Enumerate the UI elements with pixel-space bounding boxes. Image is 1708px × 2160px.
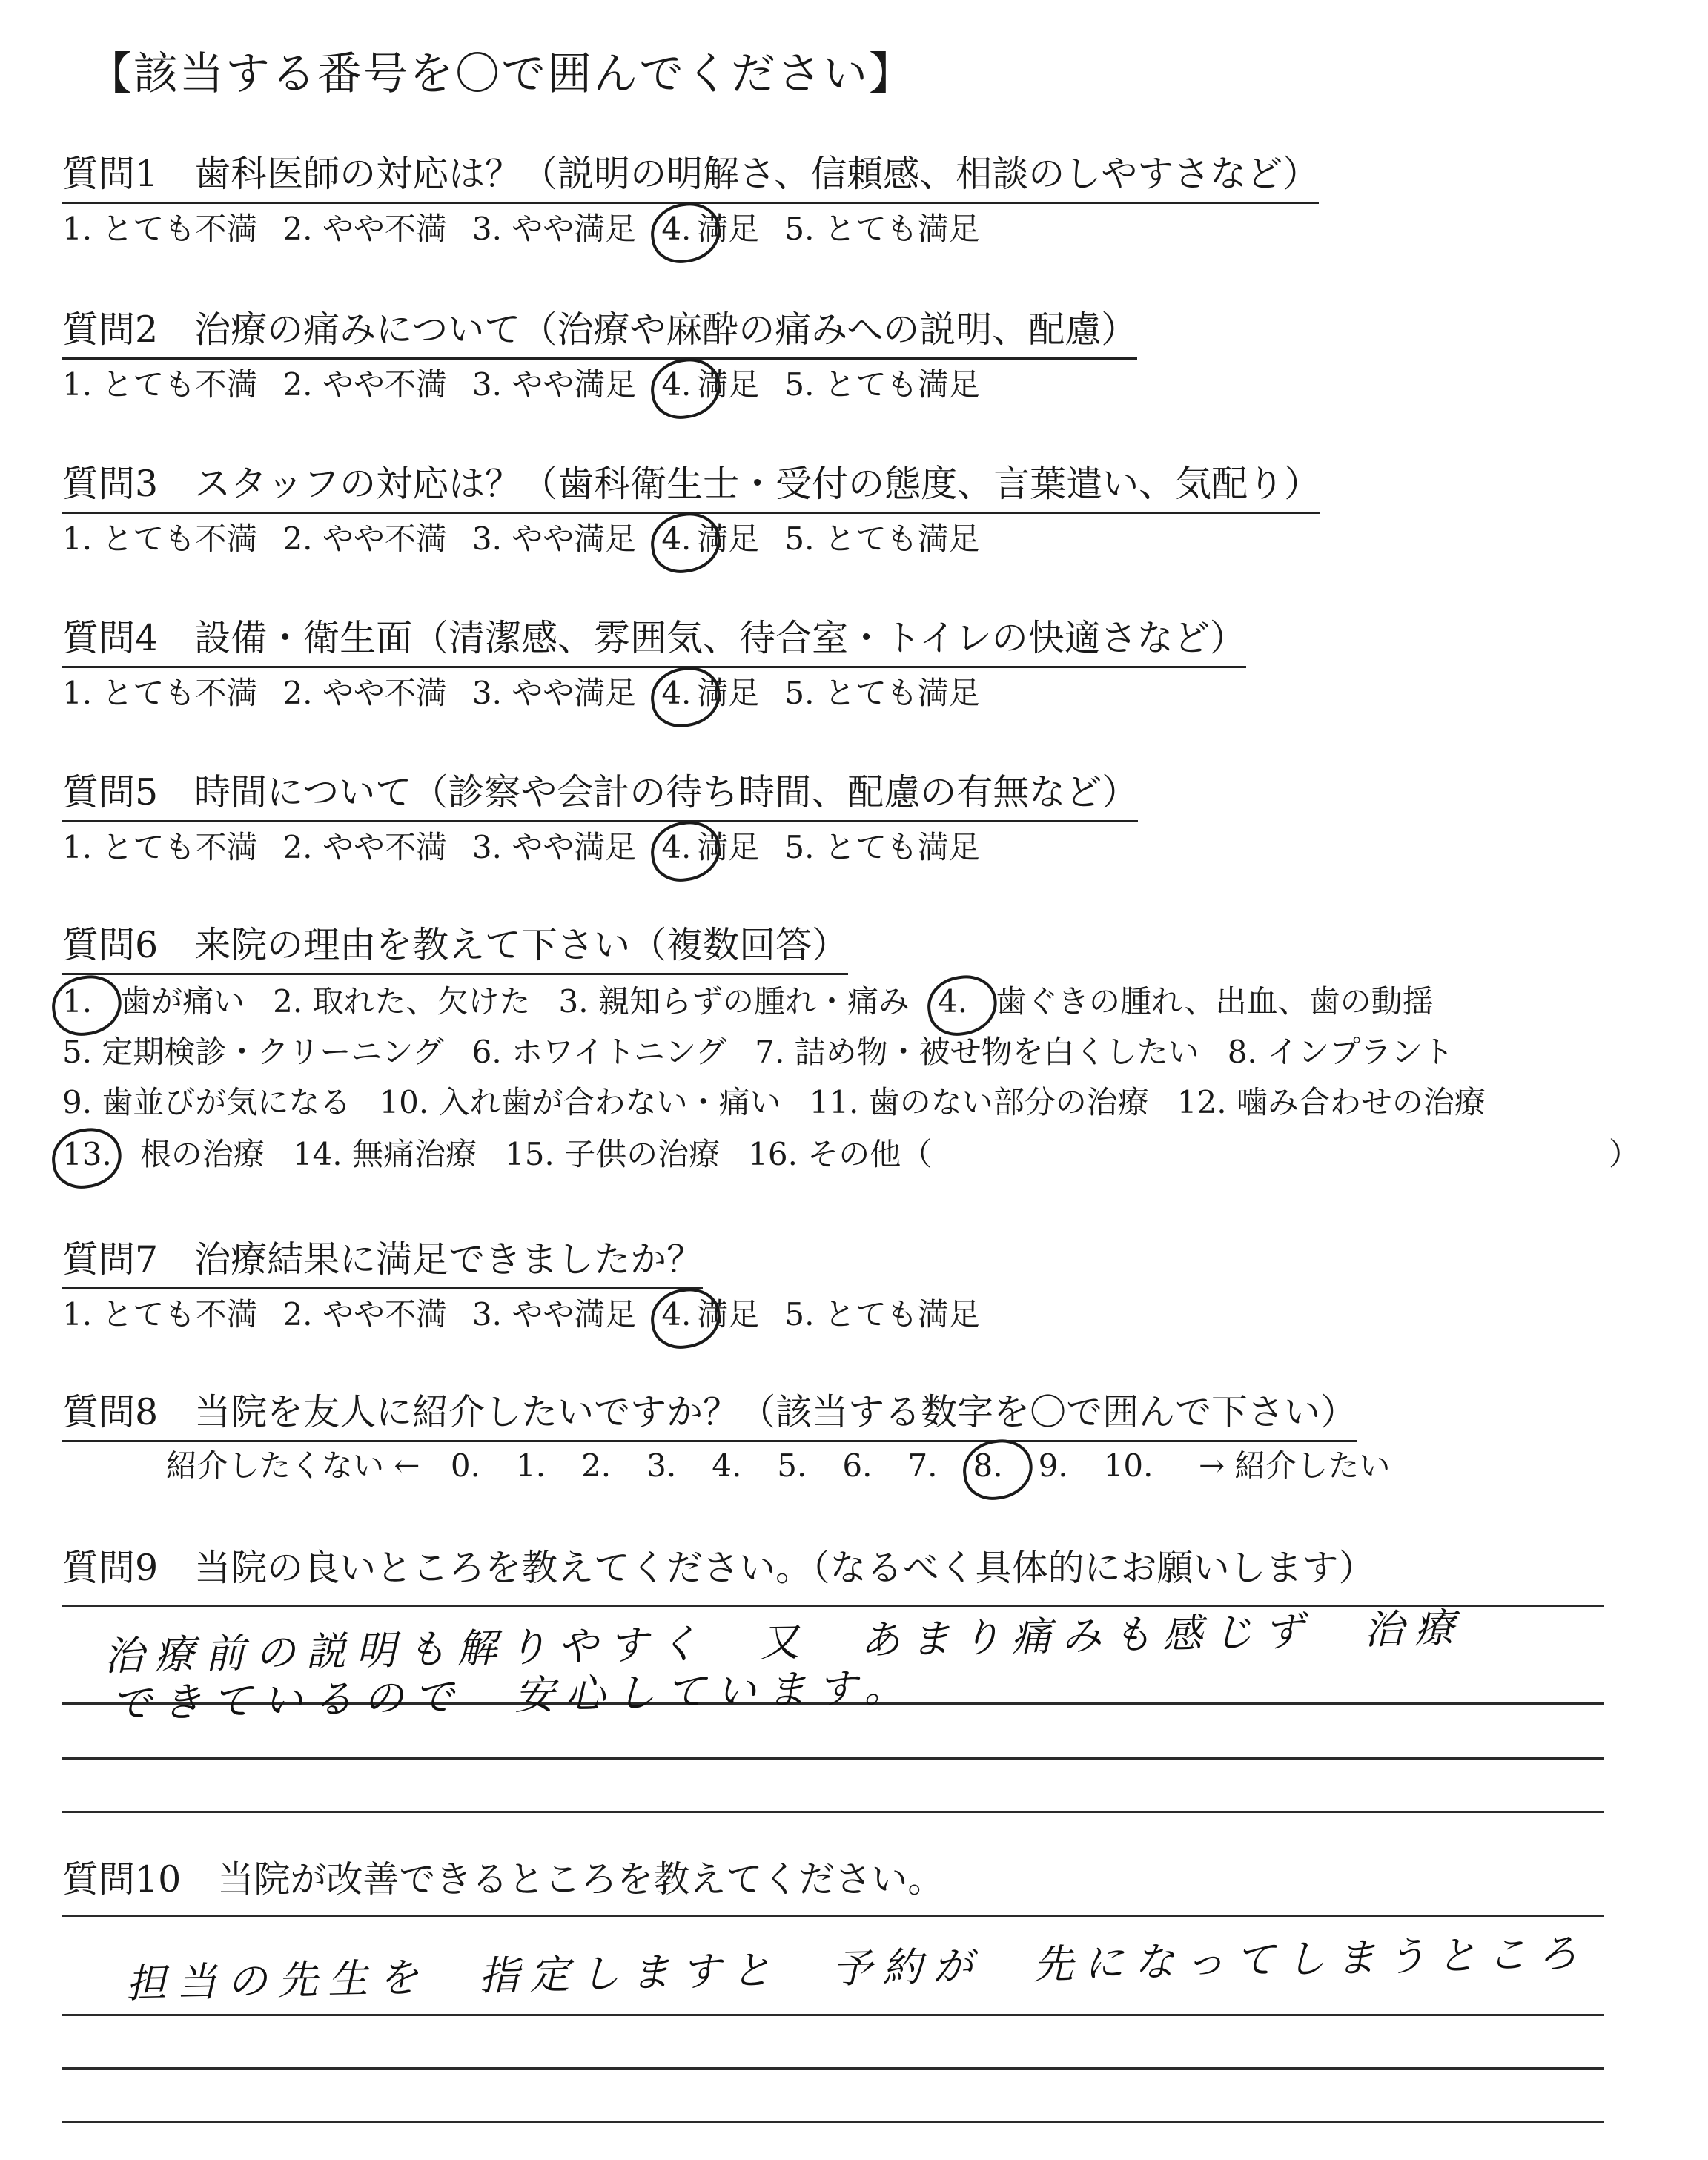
q6-options-row-3 (62, 1078, 1514, 1123)
form-title: 【該当する番号を〇で囲んでください】 (87, 48, 915, 100)
q1-option-4-number[interactable]: 4. (661, 211, 692, 247)
question-7-heading: 質問7 治療結果に満足できましたか？ (62, 1231, 703, 1289)
q5-option-3[interactable]: 3. やや満足 (471, 829, 637, 865)
q7-option-3[interactable]: 3. やや満足 (471, 1296, 637, 1332)
q2-option-5[interactable]: 5. とても満足 (784, 366, 980, 403)
question-5-heading: 質問5 時間について（診察や会計の待ち時間、配慮の有無など） (62, 764, 1138, 822)
q9-answer-line-3 (62, 1757, 1604, 1760)
q8-right-label: → 紹介したい (1198, 1447, 1391, 1484)
q6-option-10[interactable]: 10. 入れ歯が合わない・痛い (379, 1084, 781, 1120)
q10-answer-line-4 (62, 2121, 1604, 2123)
q7-option-1[interactable]: 1. とても不満 (62, 1296, 258, 1332)
q6-other-close-paren: ） (1609, 1136, 1641, 1172)
q4-option-2[interactable]: 2. やや不満 (282, 675, 447, 711)
q6-option-2[interactable]: 2. 取れた、欠けた (273, 983, 531, 1020)
q5-option-4-label: 満足 (697, 829, 760, 865)
q5-option-1[interactable]: 1. とても不満 (62, 829, 258, 865)
q7-option-4-number[interactable]: 4. (661, 1296, 692, 1332)
q5-options (62, 823, 1005, 868)
q8-scale-4[interactable]: 4. (712, 1447, 742, 1484)
question-3-heading: 質問3 スタッフの対応は？（歯科衛生士・受付の態度、言葉遣い、気配り） (62, 455, 1320, 514)
q10-answer-text-1[interactable]: 担当の先生を 指定しますと 予約が 先になってしまうところ (125, 1929, 1589, 2007)
q1-option-1[interactable]: 1. とても不満 (62, 211, 258, 247)
q6-option-8[interactable]: 8. インプラント (1227, 1034, 1454, 1070)
q6-options-row-4 (62, 1130, 960, 1175)
q10-answer-line-2 (62, 2014, 1604, 2016)
q4-option-3[interactable]: 3. やや満足 (471, 675, 637, 711)
q6-option-7[interactable]: 7. 詰め物・被せ物を白くしたい (755, 1034, 1199, 1070)
q9-answer-text-1[interactable]: 治療前の説明も解りやすく 又 あまり痛みも感じず 治療 (103, 1604, 1466, 1680)
q2-option-3[interactable]: 3. やや満足 (471, 366, 637, 403)
q6-options-row-2 (62, 1028, 1482, 1072)
question-1-heading: 質問1 歯科医師の対応は？（説明の明解さ、信頼感、相談のしやすさなど） (62, 145, 1319, 204)
q2-option-1[interactable]: 1. とても不満 (62, 366, 258, 403)
q8-scale-1[interactable]: 1. (515, 1447, 546, 1484)
q1-option-5[interactable]: 5. とても満足 (784, 211, 980, 247)
question-2-heading: 質問2 治療の痛みについて（治療や麻酔の痛みへの説明、配慮） (62, 301, 1137, 360)
q10-answer-line-1 (62, 1915, 1604, 1917)
q8-scale (166, 1441, 1411, 1486)
q5-option-5[interactable]: 5. とても満足 (784, 829, 980, 865)
q6-option-11[interactable]: 11. 歯のない部分の治療 (809, 1084, 1149, 1120)
q3-options (62, 515, 1005, 559)
q8-scale-0[interactable]: 0. (450, 1447, 480, 1484)
q4-options (62, 669, 1005, 713)
q6-option-4-label: 歯ぐきの腫れ、出血、歯の動揺 (996, 983, 1434, 1020)
q2-option-4-label: 満足 (697, 366, 760, 403)
q3-option-5[interactable]: 5. とても満足 (784, 521, 980, 557)
q1-option-3[interactable]: 3. やや満足 (471, 211, 637, 247)
q6-option-16[interactable]: 16. その他（ (748, 1136, 933, 1172)
q8-scale-6[interactable]: 6. (842, 1447, 873, 1484)
q8-scale-5[interactable]: 5. (777, 1447, 807, 1484)
q1-option-2[interactable]: 2. やや不満 (282, 211, 447, 247)
question-6-heading: 質問6 来院の理由を教えて下さい（複数回答） (62, 916, 848, 975)
question-9-heading: 質問9 当院の良いところを教えてください。（なるべく具体的にお願いします） (62, 1547, 1375, 1589)
q3-option-4-number[interactable]: 4. (661, 521, 692, 557)
question-8-heading: 質問8 当院を友人に紹介したいですか？（該当する数字を〇で囲んで下さい） (62, 1384, 1357, 1442)
q3-option-3[interactable]: 3. やや満足 (471, 521, 637, 557)
q1-options (62, 205, 1005, 249)
q6-option-13-label: 根の治療 (139, 1136, 265, 1172)
q6-option-12[interactable]: 12. 噛み合わせの治療 (1176, 1084, 1486, 1120)
q8-scale-3[interactable]: 3. (646, 1447, 677, 1484)
q6-option-1-label: 歯が痛い (120, 983, 245, 1020)
q8-scale-9[interactable]: 9. (1038, 1447, 1068, 1484)
q6-option-6[interactable]: 6. ホワイトニング (471, 1034, 727, 1070)
q2-option-2[interactable]: 2. やや不満 (282, 366, 447, 403)
q1-option-4-label: 満足 (697, 211, 760, 247)
q7-option-5[interactable]: 5. とても満足 (784, 1296, 980, 1332)
q6-option-3[interactable]: 3. 親知らずの腫れ・痛み (558, 983, 910, 1020)
q2-options (62, 360, 1005, 405)
question-4-heading: 質問4 設備・衛生面（清潔感、雰囲気、待合室・トイレの快適さなど） (62, 610, 1246, 668)
q5-option-2[interactable]: 2. やや不満 (282, 829, 447, 865)
q3-option-1[interactable]: 1. とても不満 (62, 521, 258, 557)
q3-option-4-label: 満足 (697, 521, 760, 557)
q8-scale-10[interactable]: 10. (1103, 1447, 1153, 1484)
q6-option-4-number[interactable]: 4. (937, 983, 968, 1020)
q6-option-1-number[interactable]: 1. (62, 983, 93, 1020)
q4-option-4-number[interactable]: 4. (661, 675, 692, 711)
q8-scale-8[interactable]: 8. (973, 1447, 1003, 1484)
q8-left-label: 紹介したくない ← (166, 1447, 420, 1484)
q4-option-1[interactable]: 1. とても不満 (62, 675, 258, 711)
q9-answer-text-2[interactable]: できているので 安心しています。 (110, 1663, 916, 1728)
question-10-heading: 質問10 当院が改善できるところを教えてください。 (62, 1858, 944, 1900)
q3-option-2[interactable]: 2. やや不満 (282, 521, 447, 557)
q7-option-4-label: 満足 (697, 1296, 760, 1332)
q6-options-row-1 (62, 977, 1462, 1022)
q8-scale-7[interactable]: 7. (907, 1447, 938, 1484)
q8-scale-2[interactable]: 2. (581, 1447, 612, 1484)
q5-option-4-number[interactable]: 4. (661, 829, 692, 865)
q10-answer-line-3 (62, 2067, 1604, 2070)
q6-option-13-number[interactable]: 13. (62, 1136, 112, 1172)
q7-option-2[interactable]: 2. やや不満 (282, 1296, 447, 1332)
q7-options (62, 1290, 1005, 1335)
q9-answer-line-4 (62, 1811, 1604, 1813)
q6-option-9[interactable]: 9. 歯並びが気になる (62, 1084, 351, 1120)
q6-option-15[interactable]: 15. 子供の治療 (504, 1136, 721, 1172)
q2-option-4-number[interactable]: 4. (661, 366, 692, 403)
q4-option-4-label: 満足 (697, 675, 760, 711)
q4-option-5[interactable]: 5. とても満足 (784, 675, 980, 711)
q6-option-5[interactable]: 5. 定期検診・クリーニング (62, 1034, 444, 1070)
q6-option-14[interactable]: 14. 無痛治療 (292, 1136, 477, 1172)
